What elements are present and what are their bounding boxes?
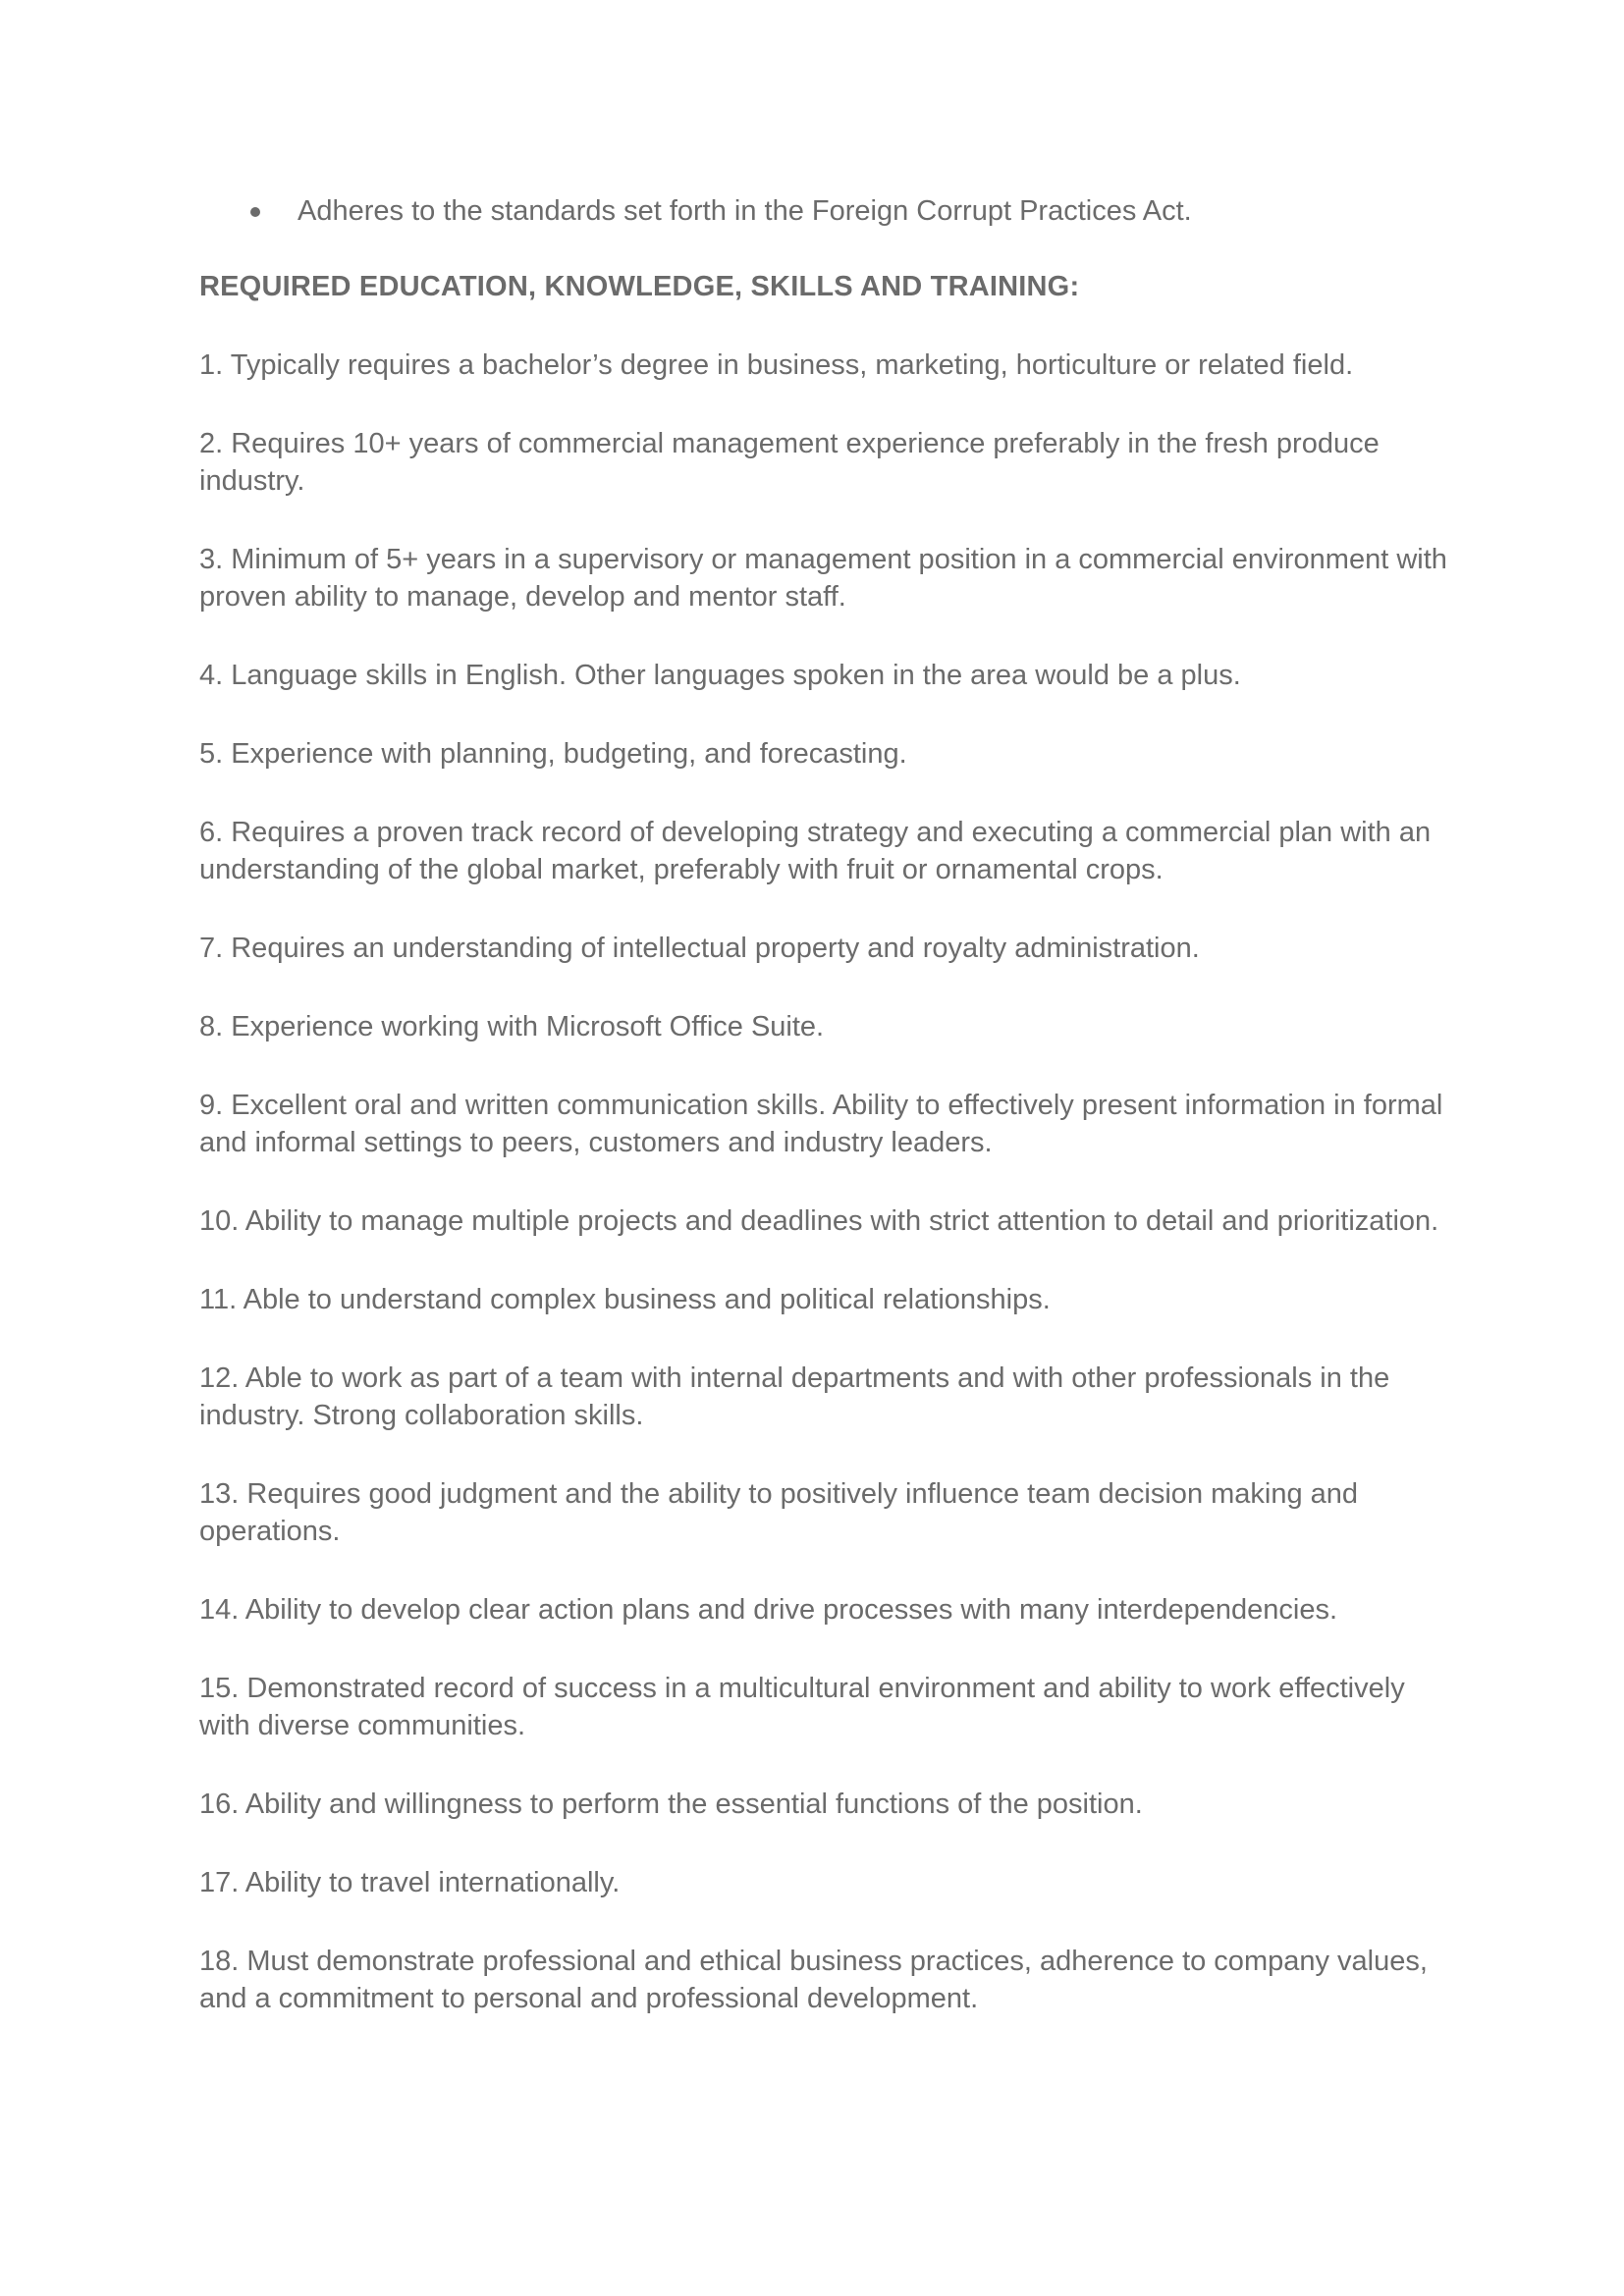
requirement-item: 1. Typically requires a bachelor’s degree in business, marketing, horticulture or related field. bbox=[199, 349, 1354, 381]
requirement-item: 5. Experience with planning, budgeting, and forecasting. bbox=[199, 738, 907, 770]
requirements-list bbox=[199, 347, 1448, 2017]
requirement-item: 17. Ability to travel internationally. bbox=[199, 1867, 621, 1898]
requirement-item: 13. Requires good judgment and the ability to positively influence team decision making and operations. bbox=[199, 1478, 1359, 1547]
bullet-dot-icon bbox=[250, 207, 260, 217]
requirement-item: 14. Ability to develop clear action plans and drive processes with many interdependencies. bbox=[199, 1594, 1338, 1626]
document-page bbox=[199, 192, 1448, 2058]
section-heading: REQUIRED EDUCATION, KNOWLEDGE, SKILLS AND TRAINING: bbox=[199, 271, 1080, 302]
requirement-item: 2. Requires 10+ years of commercial management experience preferably in the fresh produce industry. bbox=[199, 428, 1380, 497]
requirement-item: 15. Demonstrated record of success in a multicultural environment and ability to work effectively with diverse communities. bbox=[199, 1673, 1405, 1741]
requirement-item: 10. Ability to manage multiple projects and deadlines with strict attention to detail and prioritization. bbox=[199, 1205, 1439, 1237]
requirement-item: 18. Must demonstrate professional and ethical business practices, adherence to company values, and a commitment to personal and professional development. bbox=[199, 1946, 1428, 2014]
requirement-item: 8. Experience working with Microsoft Office Suite. bbox=[199, 1011, 825, 1042]
bullet-item bbox=[199, 192, 1448, 230]
requirement-item: 6. Requires a proven track record of developing strategy and executing a commercial plan with an understanding of the global market, preferably with fruit or ornamental crops. bbox=[199, 817, 1432, 885]
requirement-item: 4. Language skills in English. Other languages spoken in the area would be a plus. bbox=[199, 660, 1241, 691]
requirement-item: 11. Able to understand complex business and political relationships. bbox=[199, 1284, 1051, 1315]
bullet-item-text: Adheres to the standards set forth in the Foreign Corrupt Practices Act. bbox=[298, 195, 1192, 227]
requirement-item: 12. Able to work as part of a team with internal departments and with other professionals in the industry. Strong collaboration skills. bbox=[199, 1362, 1390, 1431]
requirement-item: 3. Minimum of 5+ years in a supervisory or management position in a commercial environment with proven ability to manage, develop and mentor staff. bbox=[199, 544, 1447, 613]
requirement-item: 7. Requires an understanding of intellectual property and royalty administration. bbox=[199, 933, 1200, 964]
requirement-item: 16. Ability and willingness to perform the essential functions of the position. bbox=[199, 1789, 1143, 1820]
requirement-item: 9. Excellent oral and written communication skills. Ability to effectively present information in formal and informal settings to peers, customers and industry leaders. bbox=[199, 1090, 1443, 1158]
